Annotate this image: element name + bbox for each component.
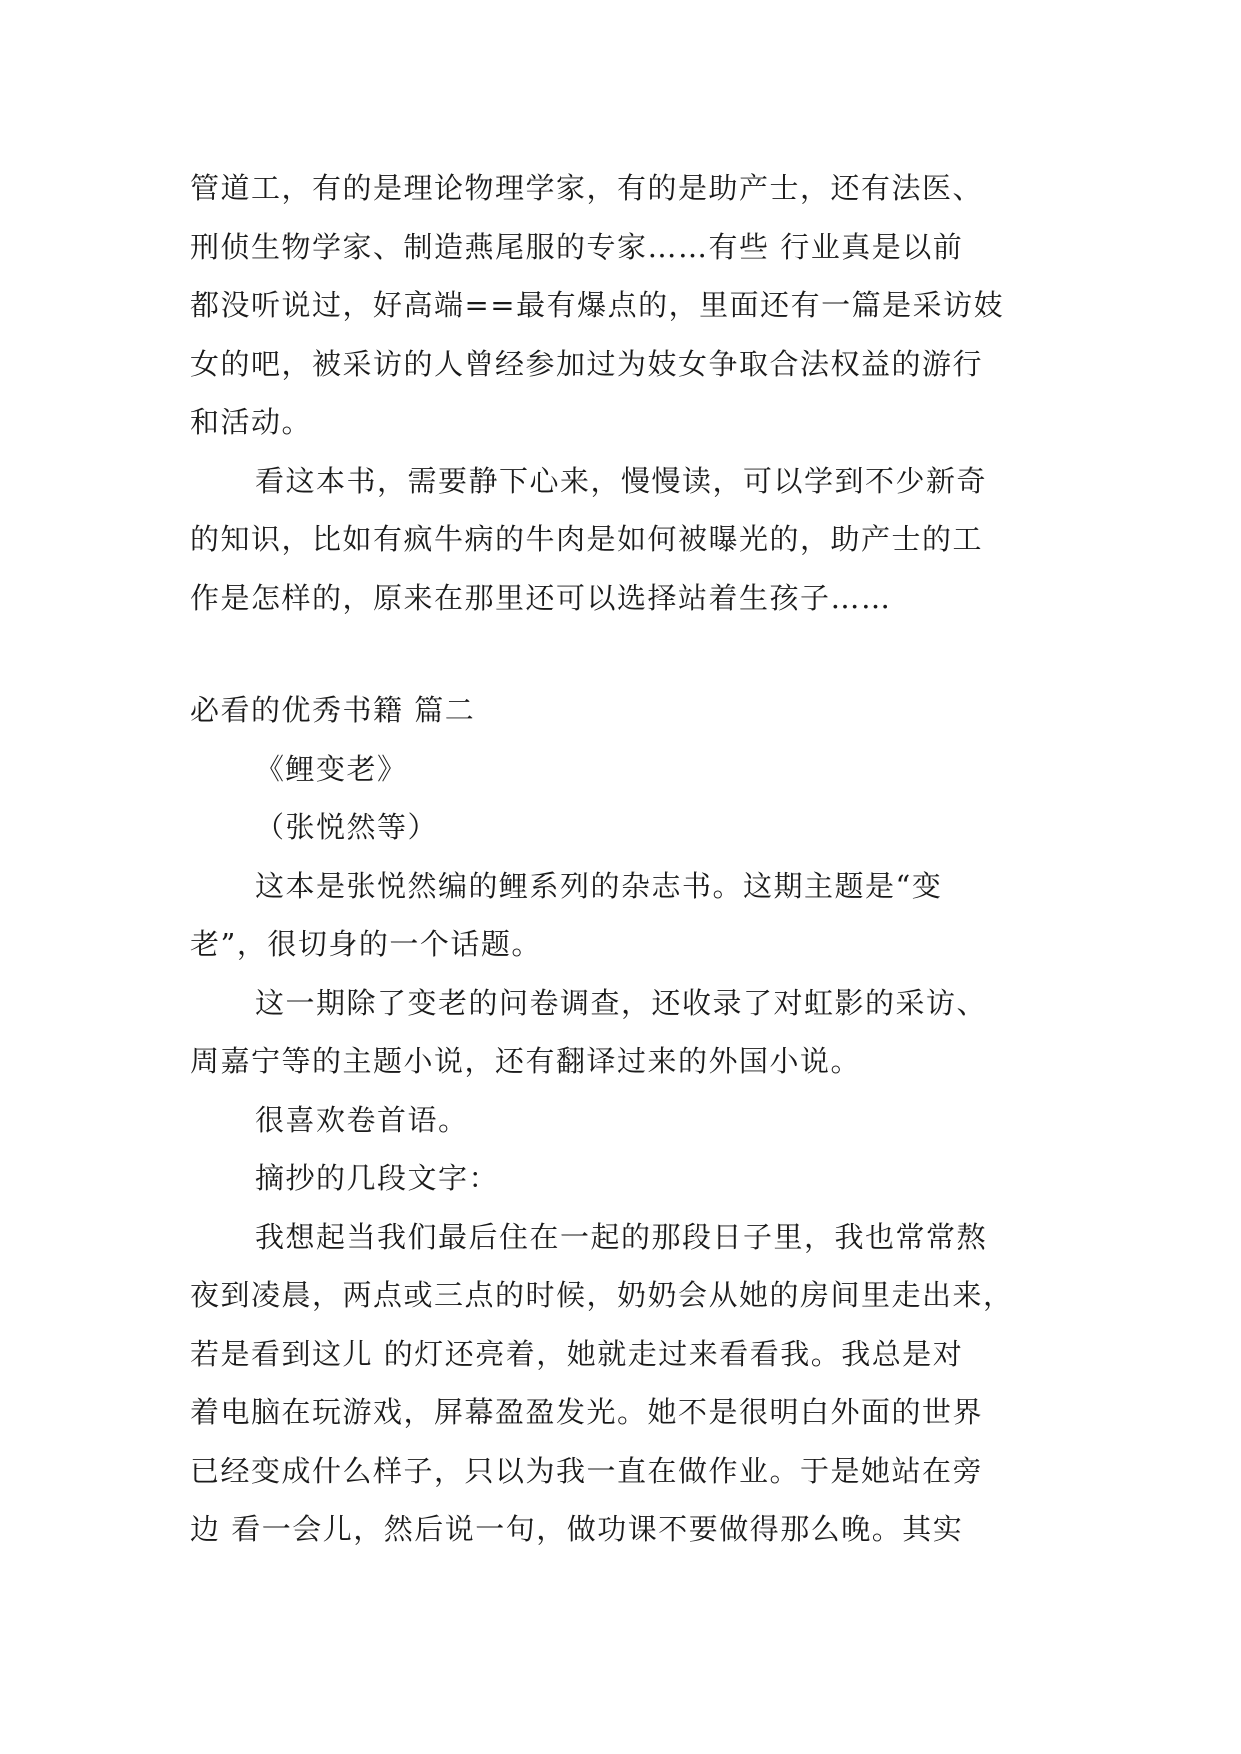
text-line: 着电脑在玩游戏，屏幕盈盈发光。她不是很明白外面的世界 xyxy=(190,1395,984,1429)
text-line: 刑侦生物学家、制造燕尾服的专家……有些 行业真是以前 xyxy=(190,230,964,264)
paragraph-start-line: 这本是张悦然编的鲤系列的杂志书。这期主题是“变 xyxy=(255,869,943,903)
text-line: 老”，很切身的一个话题。 xyxy=(190,927,542,961)
section-heading: 必看的优秀书籍 篇二 xyxy=(190,693,476,727)
paragraph-start-line: 摘抄的几段文字： xyxy=(255,1161,500,1195)
text-line: 都没听说过，好高端==最有爆点的，里面还有一篇是采访妓 xyxy=(190,288,1005,322)
text-line: 边 看一会儿，然后说一句，做功课不要做得那么晚。其实 xyxy=(190,1512,964,1546)
text-line: 和活动。 xyxy=(190,405,313,439)
book-author: （张悦然等） xyxy=(255,810,439,844)
paragraph-start-line: 这一期除了变老的问卷调查，还收录了对虹影的采访、 xyxy=(255,986,988,1020)
paragraph-start-line: 看这本书，需要静下心来，慢慢读，可以学到不少新奇 xyxy=(255,464,988,498)
text-line: 周嘉宁等的主题小说，还有翻译过来的外国小说。 xyxy=(190,1044,862,1078)
text-line: 的知识，比如有疯牛病的牛肉是如何被曝光的，助产士的工 xyxy=(190,522,984,556)
text-line: 管道工，有的是理论物理学家，有的是助产士，还有法医、 xyxy=(190,171,984,205)
paragraph-start-line: 很喜欢卷首语。 xyxy=(255,1103,469,1137)
text-line: 夜到凌晨，两点或三点的时候，奶奶会从她的房间里走出来， xyxy=(190,1278,1014,1312)
paragraph-start-line: 我想起当我们最后住在一起的那段日子里，我也常常熬 xyxy=(255,1220,988,1254)
text-line: 作是怎样的，原来在那里还可以选择站着生孩子…… xyxy=(190,581,892,615)
text-line: 女的吧，被采访的人曾经参加过为妓女争取合法权益的游行 xyxy=(190,347,984,381)
book-title: 《鲤变老》 xyxy=(255,752,408,786)
text-line: 若是看到这儿 的灯还亮着，她就走过来看看我。我总是对 xyxy=(190,1337,964,1371)
text-line: 已经变成什么样子，只以为我一直在做作业。于是她站在旁 xyxy=(190,1454,984,1488)
